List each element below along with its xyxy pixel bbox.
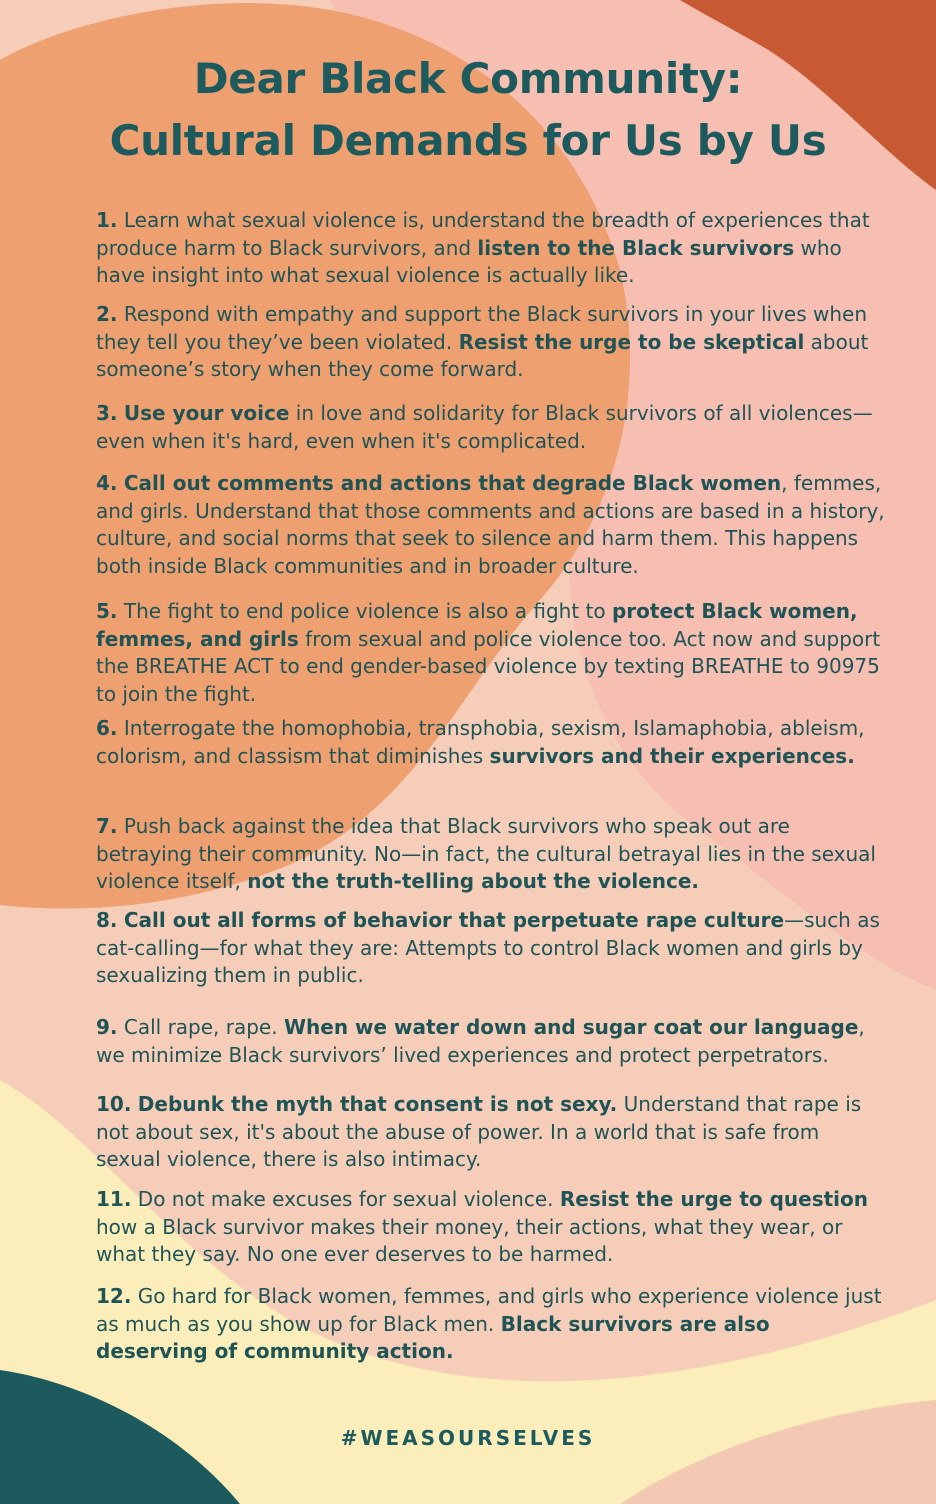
demand-number: 5. xyxy=(96,599,118,623)
demand-item: 4. Call out comments and actions that degrade Black women, femmes, and girls. Understand that those comments and actions are based in a history, culture, and social norms that seek to silence and harm them. This happens both inside Black communities and in broader culture. xyxy=(96,471,885,578)
demand-number: 6. xyxy=(96,716,118,740)
page-title xyxy=(0,48,936,172)
demand-emphasis: Call out comments and actions that degrade Black women xyxy=(123,471,782,495)
demand-item: 6. Interrogate the homophobia, transphobia, sexism, Islamaphobia, ableism, colorism, and classism that diminishes survivors and their experiences. xyxy=(96,716,865,768)
title-line-2: Cultural Demands for Us by Us xyxy=(109,116,827,165)
demand-number: 8. xyxy=(96,908,118,932)
demand-item: 9. Call rape, rape. When we water down and sugar coat our language, we minimize Black survivors’ lived experiences and protect perpetrators. xyxy=(96,1015,865,1067)
demand-emphasis: Use your voice xyxy=(123,401,290,425)
demand-item: 10. Debunk the myth that consent is not sexy. Understand that rape is not about sex, it's about the abuse of power. In a world that is safe from sexual violence, there is also intimacy. xyxy=(96,1092,862,1171)
demand-number: 1. xyxy=(96,208,118,232)
demand-emphasis: When we water down and sugar coat our language xyxy=(283,1015,859,1039)
demand-item: 8. Call out all forms of behavior that perpetuate rape culture—such as cat-calling—for what they are: Attempts to control Black women and girls by sexualizing them in public. xyxy=(96,908,880,987)
demand-number: 3. xyxy=(96,401,118,425)
demand-emphasis: Debunk the myth that consent is not sexy. xyxy=(137,1092,618,1116)
demand-number: 4. xyxy=(96,471,118,495)
demand-item: 1. Learn what sexual violence is, understand the breadth of experiences that produce harm to Black survivors, and listen to the Black survivors who have insight into what sexual violence is actually like. xyxy=(96,208,870,287)
demand-number: 11. xyxy=(96,1187,132,1211)
demand-item: 11. Do not make excuses for sexual violence. Resist the urge to question how a Black survivor makes their money, their actions, what they wear, or what they say. No one ever deserves to be harmed. xyxy=(96,1187,868,1266)
demand-item: 12. Go hard for Black women, femmes, and girls who experience violence just as much as you show up for Black men. Black survivors are also deserving of community action. xyxy=(96,1284,882,1363)
demand-item: 2. Respond with empathy and support the Black survivors in your lives when they tell you they’ve been violated. Resist the urge to be skeptical about someone’s story when they come forward. xyxy=(96,302,869,381)
demand-emphasis: not the truth-telling about the violence. xyxy=(247,869,700,893)
demand-emphasis: listen to the Black survivors xyxy=(477,235,795,260)
demand-emphasis: Call out all forms of behavior that perpetuate rape culture xyxy=(123,908,785,932)
demand-item: 7. Push back against the idea that Black survivors who speak out are betraying their community. No—in fact, the cultural betrayal lies in the sexual violence itself, not the truth-telling about the violence. xyxy=(96,814,876,893)
demand-item: 5. The fight to end police violence is also a fight to protect Black women, femmes, and girls from sexual and police violence too. Act now and support the BREATHE ACT to end gender-based violence by texting BREATHE to 90975 to join the fight. xyxy=(96,599,881,706)
demand-number: 2. xyxy=(96,302,118,326)
demand-number: 7. xyxy=(96,814,118,838)
demand-emphasis: Resist the urge to question xyxy=(559,1187,868,1211)
hashtag-footer: #WEASOURSELVES xyxy=(340,1426,596,1450)
demand-emphasis: Resist the urge to be skeptical xyxy=(458,329,805,354)
demand-emphasis: survivors and their experiences. xyxy=(489,743,855,768)
demand-emphasis: Black survivors are also deserving of community action. xyxy=(96,1311,770,1363)
demand-number: 9. xyxy=(96,1015,118,1039)
title-line-1: Dear Black Community: xyxy=(193,54,743,103)
demand-emphasis: protect Black women, femmes, and girls xyxy=(96,599,858,651)
demand-item: 3. Use your voice in love and solidarity for Black survivors of all violences—even when it's hard, even when it's complicated. xyxy=(96,401,873,453)
demand-number: 10. xyxy=(96,1092,132,1116)
demand-number: 12. xyxy=(96,1284,132,1308)
